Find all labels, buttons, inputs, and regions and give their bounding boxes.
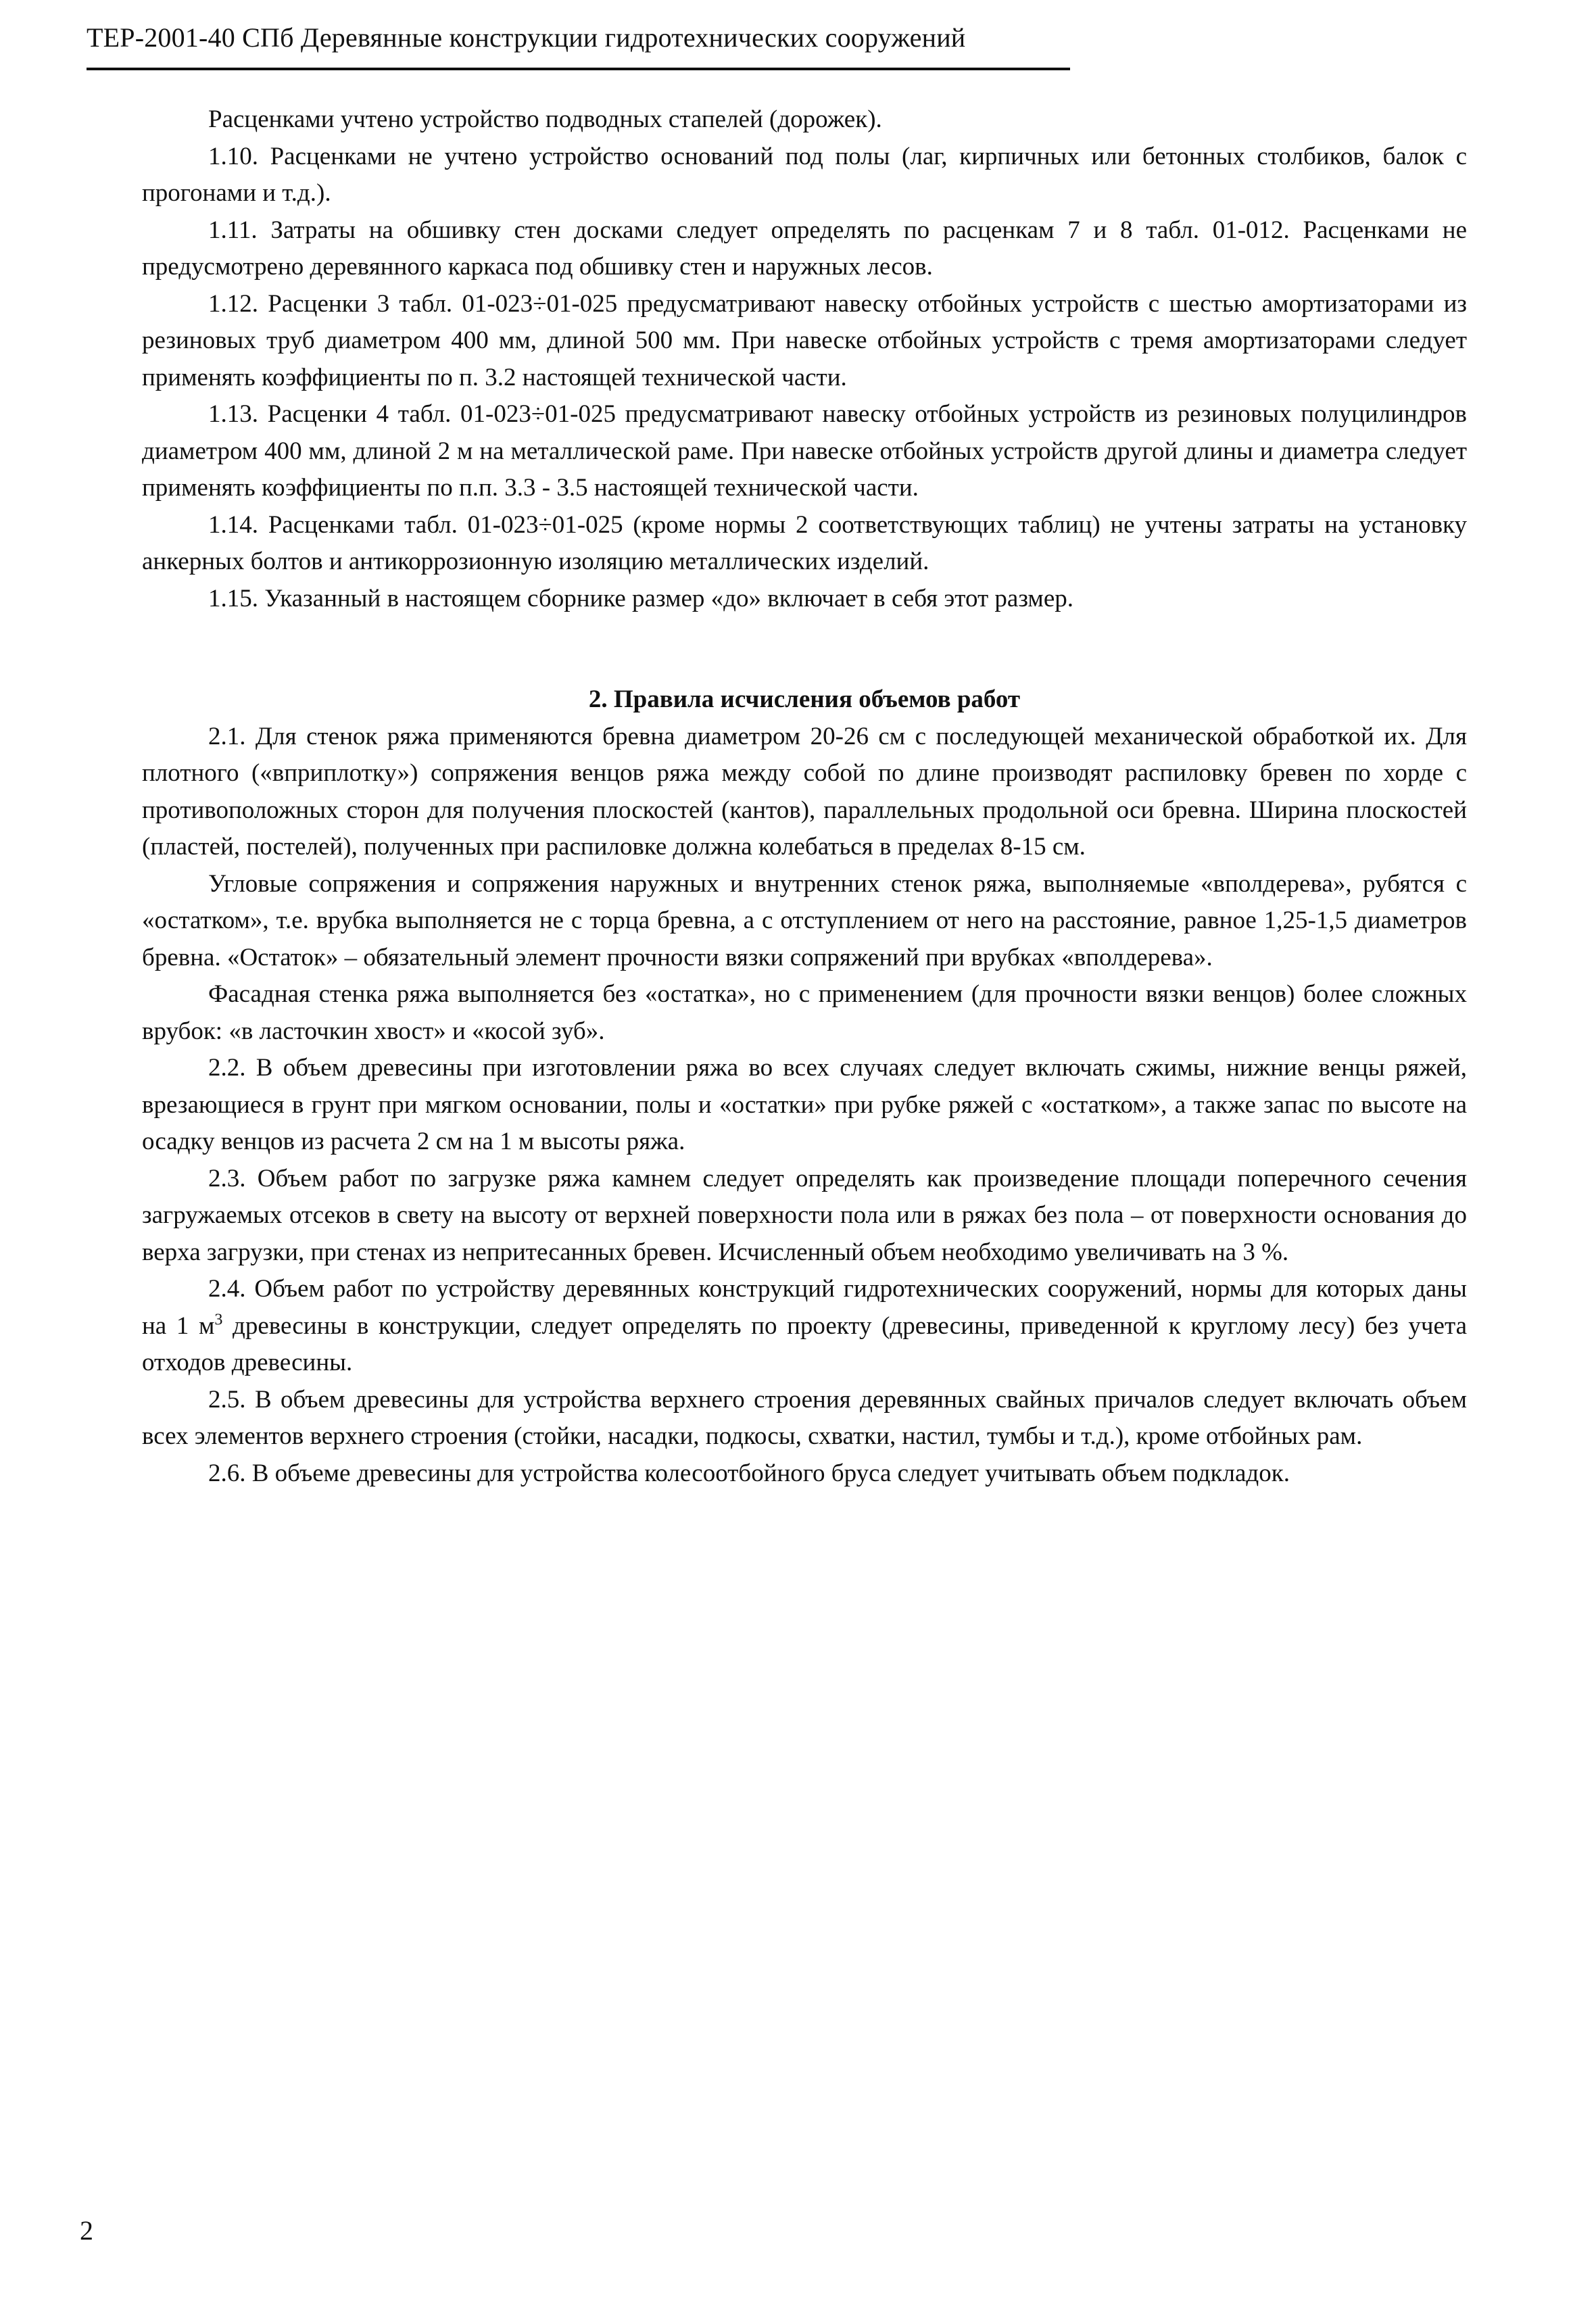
superscript: 3 (214, 1311, 223, 1329)
running-header: ТЕР-2001-40 СПб Деревянные конструкции гидротехнических сооружений (87, 22, 966, 53)
paragraph: 1.13. Расценки 4 табл. 01-023÷01-025 предусматривают навеску отбойных устройств из резиновых полуцилиндров диаметром 400 мм, длиной 2 м на металлической раме. При навеске отбойных устройств другой длины и диаметра следует применять коэффициенты по п.п. 3.3 - 3.5 настоящей технической части. (142, 400, 1467, 502)
paragraph: 2.5. В объем древесины для устройства верхнего строения деревянных свайных причалов следует включать объем всех элементов верхнего строения (стойки, насадки, подкосы, схватки, настил, тумбы и т.д.), кроме отбойных рам. (142, 1385, 1467, 1450)
paragraph: Фасадная стенка ряжа выполняется без «остатка», но с применением (для прочности вязки венцов) более сложных врубок: «в ласточкин хвост» и «косой зуб». (142, 980, 1467, 1045)
paragraph: 2.6. В объеме древесины для устройства колесоотбойного бруса следует учитывать объем подкладок. (208, 1459, 1290, 1487)
paragraph: 1.12. Расценки 3 табл. 01-023÷01-025 предусматривают навеску отбойных устройств с шестью амортизаторами из резиновых труб диаметром 400 мм, длиной 500 мм. При навеске отбойных устройств с тремя амортизаторами следует применять коэффициенты по п. 3.2 настоящей технической части. (142, 289, 1467, 391)
header-rule (87, 68, 1070, 70)
paragraph: 2.1. Для стенок ряжа применяются бревна диаметром 20-26 см с последующей механической обработкой их. Для плотного («вприплотку») сопряжения венцов ряжа между собой по длине производят распиловку бревен по хорде с противоположных сторон для получения плоскостей (кантов), параллельных продольной оси бревна. Ширина плоскостей (пластей, постелей), полученных при распиловке должна колебаться в пределах 8-15 см. (142, 722, 1467, 861)
paragraph-2-4 (142, 1271, 1467, 1382)
paragraph: 1.11. Затраты на обшивку стен досками следует определять по расценкам 7 и 8 табл. 01-012. Расценками не предусмотрено деревянного каркаса под обшивку стен и наружных лесов. (142, 216, 1467, 281)
paragraph: 2.3. Объем работ по загрузке ряжа камнем следует определять как произведение площади поперечного сечения загружаемых отсеков в свету на высоту от верхней поверхности пола или в ряжах без пола – от поверхности основания до верха загрузки, при стенах из непритесанных бревен. Исчисленный объем необходимо увеличивать на 3 %. (142, 1164, 1467, 1266)
paragraph: 2.2. В объем древесины при изготовлении ряжа во всех случаях следует включать сжимы, нижние венцы ряжей, врезающиеся в грунт при мягком основании, полы и «остатки» при рубке ряжей с «остатком», а также запас по высоте на осадку венцов из расчета 2 см на 1 м высоты ряжа. (142, 1054, 1467, 1155)
document-body (142, 101, 1467, 1492)
section-title: 2. Правила исчисления объемов работ (588, 685, 1021, 713)
page-number: 2 (80, 2215, 93, 2246)
paragraph: 1.10. Расценками не учтено устройство оснований под полы (лаг, кирпичных или бетонных столбиков, балок с прогонами и т.д.). (142, 142, 1467, 207)
paragraph: Расценками учтено устройство подводных стапелей (дорожек). (208, 105, 882, 133)
paragraph: Угловые сопряжения и сопряжения наружных и внутренних стенок ряжа, выполняемые «вполдерева», рубятся с «остатком», т.е. врубка выполняется не с торца бревна, а с отступлением от него на расстояние, равное 1,25-1,5 диаметров бревна. «Остаток» – обязательный элемент прочности вязки сопряжений при врубках «вполдерева». (142, 869, 1467, 971)
paragraph: 1.15. Указанный в настоящем сборнике размер «до» включает в себя этот размер. (208, 584, 1074, 612)
paragraph-text: 2.4. Объем работ по устройству деревянных конструкций гидротехнических сооружений, нормы для которых даны на 1 м (142, 1275, 1467, 1340)
paragraph-text: древесины в конструкции, следует определять по проекту (древесины, приведенной к круглому лесу) без учета отходов древесины. (142, 1311, 1468, 1376)
paragraph: 1.14. Расценками табл. 01-023÷01-025 (кроме нормы 2 соответствующих таблиц) не учтены затраты на установку анкерных болтов и антикоррозионную изоляцию металлических изделий. (142, 510, 1467, 575)
